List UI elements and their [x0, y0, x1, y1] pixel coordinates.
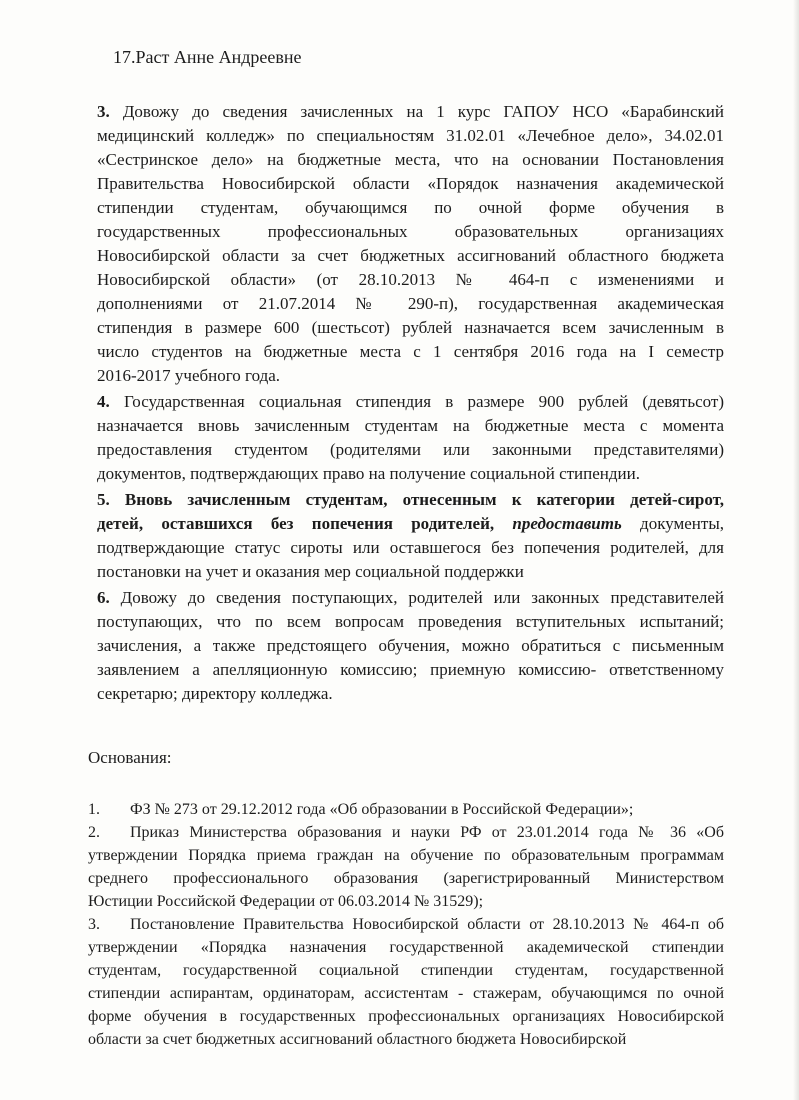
p4-line: документов, подтверждающих право на получение социальной стипендии. — [97, 464, 640, 483]
p3-line: медицинский колледж» по специальностям 31.02.01 «Лечебное дело», 34.02.01 — [97, 126, 724, 145]
basis-item-number: 1. — [88, 801, 100, 818]
basis-item-line: утверждении «Порядка назначения государственной академической стипендии — [88, 939, 724, 956]
p3-line: 3. Довожу до сведения зачисленных на 1 курс ГАПОУ НСО «Барабинский — [97, 102, 725, 121]
basis-item-line: Приказ Министерства образования и науки РФ от 23.01.2014 года № 36 «Об — [130, 824, 724, 841]
p5-line: подтверждающие статус сироты или оставшегося без попечения родителей, для — [97, 538, 724, 557]
p3-line: 2016-2017 учебного года. — [97, 366, 281, 385]
basis-item-line: стипендии аспирантам, ординаторам, ассистентам - стажерам, обучающимся по очной — [88, 985, 724, 1002]
basis-item-line: Постановление Правительства Новосибирской области от 28.10.2013 № 464-п об — [130, 916, 724, 933]
p6-line: 6. Довожу до сведения поступающих, родителей или законных представителей — [97, 588, 724, 607]
basis-heading: Основания: — [88, 748, 172, 767]
p5-line: 5. Вновь зачисленным студентам, отнесенным к категории детей-сирот, — [97, 490, 724, 509]
p6-line: зачисления, а также предстоящего обучения, можно обратиться с письменным — [97, 636, 724, 655]
basis-item-line: Юстиции Российской Федерации от 06.03.2014 № 31529); — [88, 893, 484, 910]
basis-item-line: утверждении Порядка приема граждан на обучение по образовательным программам — [88, 847, 724, 864]
basis-item-line: области за счет бюджетных ассигнований областного бюджета Новосибирской — [88, 1031, 627, 1048]
basis-item-line: форме обучения в государственных профессиональных организациях Новосибирской — [88, 1008, 724, 1025]
p3-line: стипендия в размере 600 (шестьсот) рублей назначается всем зачисленным в — [97, 318, 724, 337]
p3-line: Правительства Новосибирской области «Порядок назначения академической — [97, 174, 724, 193]
p5-line: постановки на учет и оказания мер социальной поддержки — [97, 562, 524, 581]
basis-item-line: студентам, государственной социальной стипендии студентам, государственной — [88, 962, 724, 979]
p6-line: секретарю; директору колледжа. — [97, 684, 333, 703]
basis-item-number: 2. — [88, 824, 100, 841]
p3-line: Новосибирской области за счет бюджетных ассигнований областного бюджета — [97, 246, 724, 265]
p3-line: «Сестринское дело» на бюджетные места, что на основании Постановления — [97, 150, 724, 169]
p6-number: 6. — [97, 588, 110, 607]
basis-item-line: среднего профессионального образования (зарегистрированный Министерством — [88, 870, 724, 887]
p4-line: назначается вновь зачисленным студентам на бюджетные места с момента — [97, 416, 724, 435]
p4-line: 4. Государственная социальная стипендия в размере 900 рублей (девятьсот) — [97, 392, 724, 411]
p5-line: детей, оставшихся без попечения родителей, предоставить документы, — [97, 514, 724, 533]
list-item-17: 17.Раст Анне Андреевне — [113, 47, 302, 67]
provide-emphasis: предоставить — [512, 514, 622, 533]
p3-line: дополнениями от 21.07.2014 № 290-п), государственная академическая — [97, 294, 724, 313]
p3-number: 3. — [97, 102, 110, 121]
scan-edge-shadow — [793, 0, 799, 1100]
p6-line: заявлением а апелляционную комиссию; приемную комиссию- ответственному — [97, 660, 724, 679]
basis-item-line: ФЗ № 273 от 29.12.2012 года «Об образовании в Российской Федерации»; — [130, 801, 634, 818]
p3-line: число студентов на бюджетные места с 1 сентября 2016 года на I семестр — [97, 342, 724, 361]
p3-line: государственных профессиональных образовательных организациях — [97, 222, 724, 241]
basis-item-number: 3. — [88, 916, 100, 933]
p3-line: стипендии студентам, обучающимся по очной форме обучения в — [97, 198, 724, 217]
p3-line: Новосибирской области» (от 28.10.2013 № 464-п с изменениями и — [97, 270, 724, 289]
p4-number: 4. — [97, 392, 110, 411]
p6-line: поступающих, что по всем вопросам проведения вступительных испытаний; — [97, 612, 724, 631]
p4-line: предоставления студентом (родителями или законными представителями) — [97, 440, 724, 459]
